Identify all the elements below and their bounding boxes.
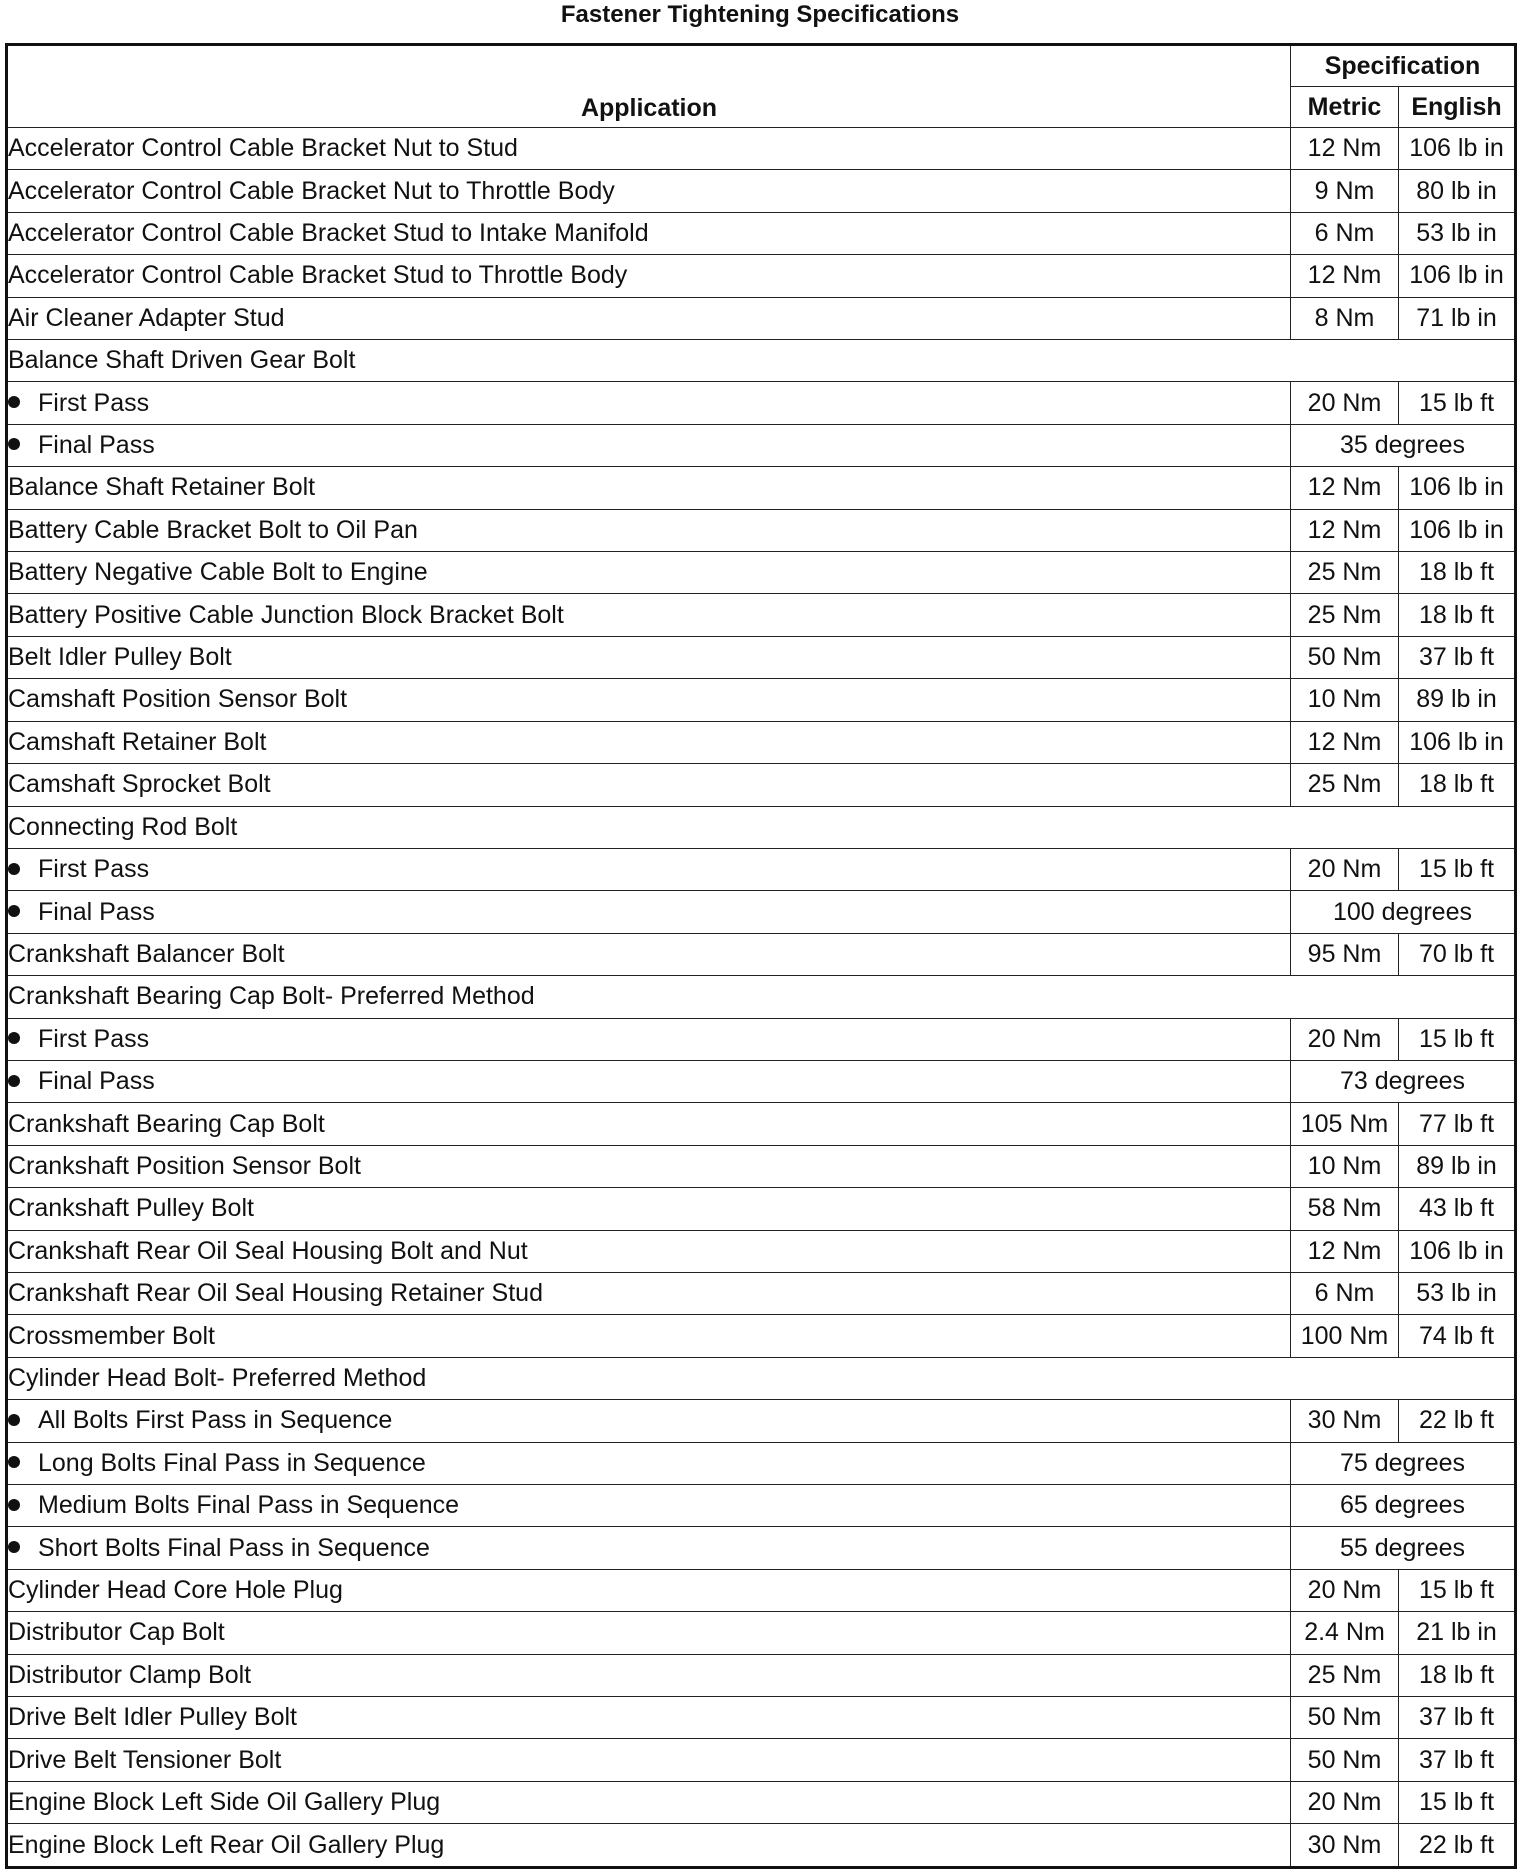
metric-cell: 12 Nm	[1291, 467, 1399, 509]
application-cell: Crankshaft Balancer Bolt	[7, 933, 1291, 975]
application-cell: Accelerator Control Cable Bracket Nut to Throttle Body	[7, 170, 1291, 212]
application-cell: Cylinder Head Bolt- Preferred Method	[7, 1357, 1516, 1399]
table-row	[7, 297, 1516, 339]
table-row	[7, 933, 1516, 975]
english-cell: 18 lb ft	[1399, 594, 1516, 636]
metric-cell: 20 Nm	[1291, 1569, 1399, 1611]
table-row	[7, 382, 1516, 424]
application-text: Final Pass	[38, 1067, 155, 1096]
bullet-icon	[8, 438, 20, 450]
table-row	[7, 1527, 1516, 1569]
application-cell	[7, 1018, 1291, 1060]
english-cell: 18 lb ft	[1399, 764, 1516, 806]
english-cell: 15 lb ft	[1399, 1569, 1516, 1611]
application-text: First Pass	[38, 388, 150, 417]
table-row	[7, 424, 1516, 466]
table-header-row	[7, 45, 1516, 87]
metric-cell: 25 Nm	[1291, 552, 1399, 594]
table-row	[7, 1103, 1516, 1145]
table-row	[7, 848, 1516, 890]
english-cell: 89 lb in	[1399, 679, 1516, 721]
table-row	[7, 1145, 1516, 1187]
application-cell: Engine Block Left Side Oil Gallery Plug	[7, 1781, 1291, 1823]
metric-cell: 20 Nm	[1291, 848, 1399, 890]
english-cell: 15 lb ft	[1399, 848, 1516, 890]
table-row	[7, 764, 1516, 806]
bullet-icon	[8, 1541, 20, 1553]
metric-cell: 50 Nm	[1291, 1697, 1399, 1739]
english-cell: 21 lb in	[1399, 1612, 1516, 1654]
application-cell: Crankshaft Bearing Cap Bolt	[7, 1103, 1291, 1145]
application-cell: Crankshaft Bearing Cap Bolt- Preferred Method	[7, 976, 1516, 1018]
table-row	[7, 170, 1516, 212]
english-cell: 80 lb in	[1399, 170, 1516, 212]
specifications-table	[5, 43, 1517, 1869]
table-row	[7, 976, 1516, 1018]
table-row	[7, 552, 1516, 594]
metric-cell: 2.4 Nm	[1291, 1612, 1399, 1654]
angle-spec-cell: 35 degrees	[1291, 424, 1516, 466]
angle-spec-cell: 75 degrees	[1291, 1442, 1516, 1484]
bullet-icon	[8, 1032, 20, 1044]
application-text: Short Bolts Final Pass in Sequence	[38, 1533, 430, 1562]
table-row	[7, 1272, 1516, 1314]
english-cell: 37 lb ft	[1399, 1739, 1516, 1781]
metric-cell: 12 Nm	[1291, 721, 1399, 763]
table-row	[7, 891, 1516, 933]
table-row	[7, 1357, 1516, 1399]
table-row	[7, 1781, 1516, 1823]
table-row	[7, 1569, 1516, 1611]
metric-cell: 50 Nm	[1291, 1739, 1399, 1781]
application-cell: Engine Block Left Rear Oil Gallery Plug	[7, 1824, 1291, 1868]
metric-cell: 20 Nm	[1291, 382, 1399, 424]
table-row	[7, 1654, 1516, 1696]
english-cell: 18 lb ft	[1399, 552, 1516, 594]
table-row	[7, 1018, 1516, 1060]
table-row	[7, 1739, 1516, 1781]
metric-cell: 12 Nm	[1291, 128, 1399, 170]
metric-cell: 20 Nm	[1291, 1781, 1399, 1823]
table-body	[7, 128, 1516, 1868]
english-cell: 74 lb ft	[1399, 1315, 1516, 1357]
application-cell	[7, 1442, 1291, 1484]
angle-spec-cell: 73 degrees	[1291, 1060, 1516, 1102]
metric-cell: 9 Nm	[1291, 170, 1399, 212]
table-row	[7, 1315, 1516, 1357]
application-cell	[7, 424, 1291, 466]
application-cell: Crankshaft Rear Oil Seal Housing Bolt and Nut	[7, 1230, 1291, 1272]
application-text: First Pass	[38, 855, 150, 884]
application-cell: Drive Belt Idler Pulley Bolt	[7, 1697, 1291, 1739]
table-row	[7, 340, 1516, 382]
english-cell: 37 lb ft	[1399, 636, 1516, 678]
application-cell: Air Cleaner Adapter Stud	[7, 297, 1291, 339]
metric-cell: 20 Nm	[1291, 1018, 1399, 1060]
application-cell	[7, 382, 1291, 424]
application-cell: Accelerator Control Cable Bracket Stud to Intake Manifold	[7, 212, 1291, 254]
header-metric: Metric	[1291, 87, 1399, 128]
metric-cell: 12 Nm	[1291, 509, 1399, 551]
application-cell: Belt Idler Pulley Bolt	[7, 636, 1291, 678]
header-application: Application	[7, 45, 1291, 128]
english-cell: 106 lb in	[1399, 509, 1516, 551]
table-row	[7, 679, 1516, 721]
metric-cell: 58 Nm	[1291, 1188, 1399, 1230]
application-cell	[7, 1485, 1291, 1527]
metric-cell: 6 Nm	[1291, 212, 1399, 254]
metric-cell: 30 Nm	[1291, 1824, 1399, 1868]
application-text: Final Pass	[38, 897, 155, 926]
english-cell: 71 lb in	[1399, 297, 1516, 339]
english-cell: 77 lb ft	[1399, 1103, 1516, 1145]
table-row	[7, 128, 1516, 170]
bullet-icon	[8, 396, 20, 408]
application-cell	[7, 891, 1291, 933]
table-row	[7, 594, 1516, 636]
application-cell	[7, 848, 1291, 890]
table-row	[7, 1060, 1516, 1102]
bullet-icon	[8, 1075, 20, 1087]
application-cell: Crankshaft Position Sensor Bolt	[7, 1145, 1291, 1187]
metric-cell: 12 Nm	[1291, 1230, 1399, 1272]
bullet-icon	[8, 1456, 20, 1468]
angle-spec-cell: 55 degrees	[1291, 1527, 1516, 1569]
application-cell: Camshaft Sprocket Bolt	[7, 764, 1291, 806]
english-cell: 70 lb ft	[1399, 933, 1516, 975]
application-cell: Drive Belt Tensioner Bolt	[7, 1739, 1291, 1781]
table-row	[7, 1485, 1516, 1527]
table-row	[7, 636, 1516, 678]
angle-spec-cell: 65 degrees	[1291, 1485, 1516, 1527]
application-cell: Camshaft Position Sensor Bolt	[7, 679, 1291, 721]
application-text: Long Bolts Final Pass in Sequence	[38, 1448, 426, 1477]
metric-cell: 10 Nm	[1291, 1145, 1399, 1187]
application-cell: Balance Shaft Retainer Bolt	[7, 467, 1291, 509]
english-cell: 15 lb ft	[1399, 1781, 1516, 1823]
table-row	[7, 1612, 1516, 1654]
bullet-icon	[8, 905, 20, 917]
application-cell: Camshaft Retainer Bolt	[7, 721, 1291, 763]
application-cell: Crossmember Bolt	[7, 1315, 1291, 1357]
table-row	[7, 1697, 1516, 1739]
english-cell: 22 lb ft	[1399, 1824, 1516, 1868]
application-cell: Accelerator Control Cable Bracket Stud to Throttle Body	[7, 255, 1291, 297]
table-row	[7, 1188, 1516, 1230]
english-cell: 15 lb ft	[1399, 1018, 1516, 1060]
table-row	[7, 467, 1516, 509]
application-cell: Balance Shaft Driven Gear Bolt	[7, 340, 1516, 382]
application-cell: Distributor Clamp Bolt	[7, 1654, 1291, 1696]
metric-cell: 10 Nm	[1291, 679, 1399, 721]
table-row	[7, 255, 1516, 297]
english-cell: 37 lb ft	[1399, 1697, 1516, 1739]
bullet-icon	[8, 1499, 20, 1511]
table-row	[7, 806, 1516, 848]
metric-cell: 12 Nm	[1291, 255, 1399, 297]
english-cell: 106 lb in	[1399, 1230, 1516, 1272]
page-title: Fastener Tightening Specifications	[560, 1, 960, 28]
application-cell: Crankshaft Pulley Bolt	[7, 1188, 1291, 1230]
table-row	[7, 1442, 1516, 1484]
bullet-icon	[8, 1414, 20, 1426]
table-row	[7, 721, 1516, 763]
application-text: All Bolts First Pass in Sequence	[38, 1406, 393, 1435]
metric-cell: 105 Nm	[1291, 1103, 1399, 1145]
application-cell: Accelerator Control Cable Bracket Nut to Stud	[7, 128, 1291, 170]
application-cell: Battery Cable Bracket Bolt to Oil Pan	[7, 509, 1291, 551]
angle-spec-cell: 100 degrees	[1291, 891, 1516, 933]
application-text: Medium Bolts Final Pass in Sequence	[38, 1491, 460, 1520]
table-row	[7, 1824, 1516, 1868]
application-cell: Connecting Rod Bolt	[7, 806, 1516, 848]
english-cell: 53 lb in	[1399, 212, 1516, 254]
english-cell: 22 lb ft	[1399, 1400, 1516, 1442]
english-cell: 89 lb in	[1399, 1145, 1516, 1187]
metric-cell: 50 Nm	[1291, 636, 1399, 678]
english-cell: 106 lb in	[1399, 128, 1516, 170]
application-cell	[7, 1400, 1291, 1442]
english-cell: 43 lb ft	[1399, 1188, 1516, 1230]
bullet-icon	[8, 863, 20, 875]
application-cell: Battery Negative Cable Bolt to Engine	[7, 552, 1291, 594]
application-text: First Pass	[38, 1024, 150, 1053]
metric-cell: 100 Nm	[1291, 1315, 1399, 1357]
table-row	[7, 1230, 1516, 1272]
header-english: English	[1399, 87, 1516, 128]
table-row	[7, 1400, 1516, 1442]
application-cell: Distributor Cap Bolt	[7, 1612, 1291, 1654]
application-cell: Battery Positive Cable Junction Block Bracket Bolt	[7, 594, 1291, 636]
metric-cell: 95 Nm	[1291, 933, 1399, 975]
metric-cell: 30 Nm	[1291, 1400, 1399, 1442]
table-row	[7, 212, 1516, 254]
english-cell: 106 lb in	[1399, 467, 1516, 509]
table-row	[7, 509, 1516, 551]
application-text: Final Pass	[38, 431, 155, 460]
header-specification: Specification	[1291, 45, 1516, 87]
english-cell: 15 lb ft	[1399, 382, 1516, 424]
metric-cell: 25 Nm	[1291, 594, 1399, 636]
english-cell: 106 lb in	[1399, 721, 1516, 763]
metric-cell: 25 Nm	[1291, 1654, 1399, 1696]
metric-cell: 8 Nm	[1291, 297, 1399, 339]
application-cell: Crankshaft Rear Oil Seal Housing Retainer Stud	[7, 1272, 1291, 1314]
application-cell	[7, 1060, 1291, 1102]
english-cell: 53 lb in	[1399, 1272, 1516, 1314]
english-cell: 106 lb in	[1399, 255, 1516, 297]
application-cell: Cylinder Head Core Hole Plug	[7, 1569, 1291, 1611]
application-cell	[7, 1527, 1291, 1569]
english-cell: 18 lb ft	[1399, 1654, 1516, 1696]
metric-cell: 6 Nm	[1291, 1272, 1399, 1314]
metric-cell: 25 Nm	[1291, 764, 1399, 806]
